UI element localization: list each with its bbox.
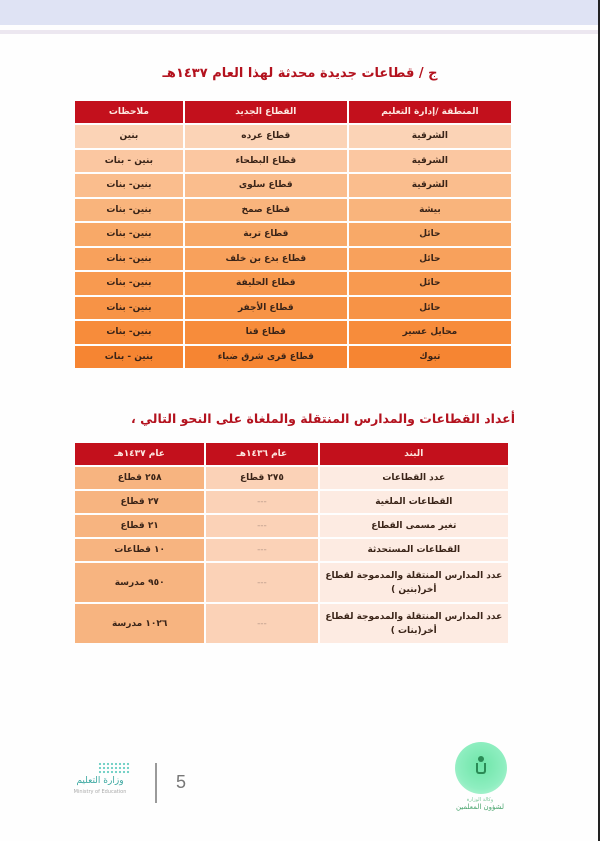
top-divider <box>0 30 598 34</box>
year-1436-cell: --- <box>206 563 317 602</box>
header-year-1437: عام ١٤٣٧هـ <box>75 443 204 465</box>
table-row <box>75 467 508 489</box>
sector-cell: قطاع سلوى <box>185 174 347 197</box>
table-row <box>75 346 511 369</box>
item-cell: القطاعات الملغية <box>320 491 508 513</box>
table-row <box>75 174 511 197</box>
table-row <box>75 491 508 513</box>
item-cell: القطاعات المستحدثة <box>320 539 508 561</box>
page-number: 5 <box>176 772 187 792</box>
notes-cell: بنين- بنات <box>75 199 183 222</box>
year-1436-cell: ٢٧٥ قطاع <box>206 467 317 489</box>
table-row <box>75 297 511 320</box>
teachers-logo-line1: وكالة الوزارة <box>466 797 494 803</box>
new-sectors-table <box>73 99 513 370</box>
moe-logo-arabic: وزارة التعليم <box>76 776 124 786</box>
notes-cell: بنين - بنات <box>75 346 183 369</box>
year-1437-cell: ٢٥٨ قطاع <box>75 467 204 489</box>
table-row <box>75 248 511 271</box>
item-cell <box>320 604 508 643</box>
notes-cell: بنين- بنات <box>75 321 183 344</box>
region-cell: حائل <box>349 272 511 295</box>
ministry-of-education-logo <box>70 762 130 802</box>
year-1436-cell: --- <box>206 604 317 643</box>
sector-cell: قطاع قنا <box>185 321 347 344</box>
region-cell: محايل عسير <box>349 321 511 344</box>
notes-cell: بنين- بنات <box>75 297 183 320</box>
item-cell: عدد القطاعات <box>320 467 508 489</box>
table-row <box>75 125 511 148</box>
notes-cell: بنين- بنات <box>75 272 183 295</box>
table-row <box>75 604 508 643</box>
sector-cell: قطاع تربة <box>185 223 347 246</box>
year-1436-cell: --- <box>206 539 317 561</box>
region-cell: بيشة <box>349 199 511 222</box>
notes-cell: بنين - بنات <box>75 150 183 173</box>
sector-cell: قطاع البطحاء <box>185 150 347 173</box>
year-1437-cell: ٢١ قطاع <box>75 515 204 537</box>
section-c-title: ج / قطاعات جديدة محدثة لهذا العام ١٤٣٧هـ <box>162 66 438 81</box>
sector-cell: قطاع الأجفر <box>185 297 347 320</box>
sector-cell: قطاع الحليفة <box>185 272 347 295</box>
table-row <box>75 150 511 173</box>
year-1436-cell: --- <box>206 515 317 537</box>
year-1437-cell: ٩٥٠ مدرسة <box>75 563 204 602</box>
book-dots-icon <box>98 762 130 774</box>
sector-cell: قطاع بدع بن خلف <box>185 248 347 271</box>
table-row <box>75 223 511 246</box>
item-cell: تغير مسمى القطاع <box>320 515 508 537</box>
counts-table <box>73 441 510 645</box>
item-line-1: عدد المدارس المنتقلة والمدموجة لقطاع <box>325 611 503 622</box>
table-row <box>75 515 508 537</box>
sector-cell: قطاع قرى شرق ضباء <box>185 346 347 369</box>
table-row <box>75 563 508 602</box>
table-row <box>75 539 508 561</box>
header-item: البند <box>320 443 508 465</box>
teachers-logo-line2: لشؤون المعلمين <box>455 803 505 811</box>
notes-cell: بنين- بنات <box>75 223 183 246</box>
teachers-affairs-logo <box>455 742 507 794</box>
table-row <box>75 321 511 344</box>
year-1436-cell: --- <box>206 491 317 513</box>
region-cell: الشرقية <box>349 125 511 148</box>
table-row <box>75 272 511 295</box>
footer-divider <box>155 763 157 803</box>
year-1437-cell: ١٠٢٦ مدرسة <box>75 604 204 643</box>
teachers-affairs-text <box>440 797 520 811</box>
item-line-2: أخر(بنين ) <box>391 584 437 595</box>
region-cell: الشرقية <box>349 174 511 197</box>
item-cell <box>320 563 508 602</box>
moe-logo-english: Ministry of Education <box>73 789 127 795</box>
region-cell: تبوك <box>349 346 511 369</box>
person-icon <box>476 756 486 776</box>
year-1437-cell: ١٠ قطاعات <box>75 539 204 561</box>
top-bar <box>0 0 598 25</box>
region-cell: الشرقية <box>349 150 511 173</box>
item-line-1: عدد المدارس المنتقلة والمدموجة لقطاع <box>325 570 503 581</box>
year-1437-cell: ٢٧ قطاع <box>75 491 204 513</box>
table-header-row <box>75 101 511 123</box>
region-cell: حائل <box>349 223 511 246</box>
region-cell: حائل <box>349 297 511 320</box>
header-notes: ملاحظات <box>75 101 183 123</box>
sector-cell: قطاع عرده <box>185 125 347 148</box>
region-cell: حائل <box>349 248 511 271</box>
notes-cell: بنين- بنات <box>75 174 183 197</box>
table-row <box>75 199 511 222</box>
counts-title: أعداد القطاعات والمدارس المنتقلة والملغاة على النحو التالي ، <box>131 411 515 426</box>
notes-cell: بنين <box>75 125 183 148</box>
table-header-row <box>75 443 508 465</box>
header-region: المنطقة /إدارة التعليم <box>349 101 511 123</box>
notes-cell: بنين- بنات <box>75 248 183 271</box>
item-line-2: أخر(بنات ) <box>390 625 437 636</box>
sector-cell: قطاع صمخ <box>185 199 347 222</box>
header-year-1436: عام ١٤٣٦هـ <box>206 443 317 465</box>
header-new-sector: القطاع الجديد <box>185 101 347 123</box>
